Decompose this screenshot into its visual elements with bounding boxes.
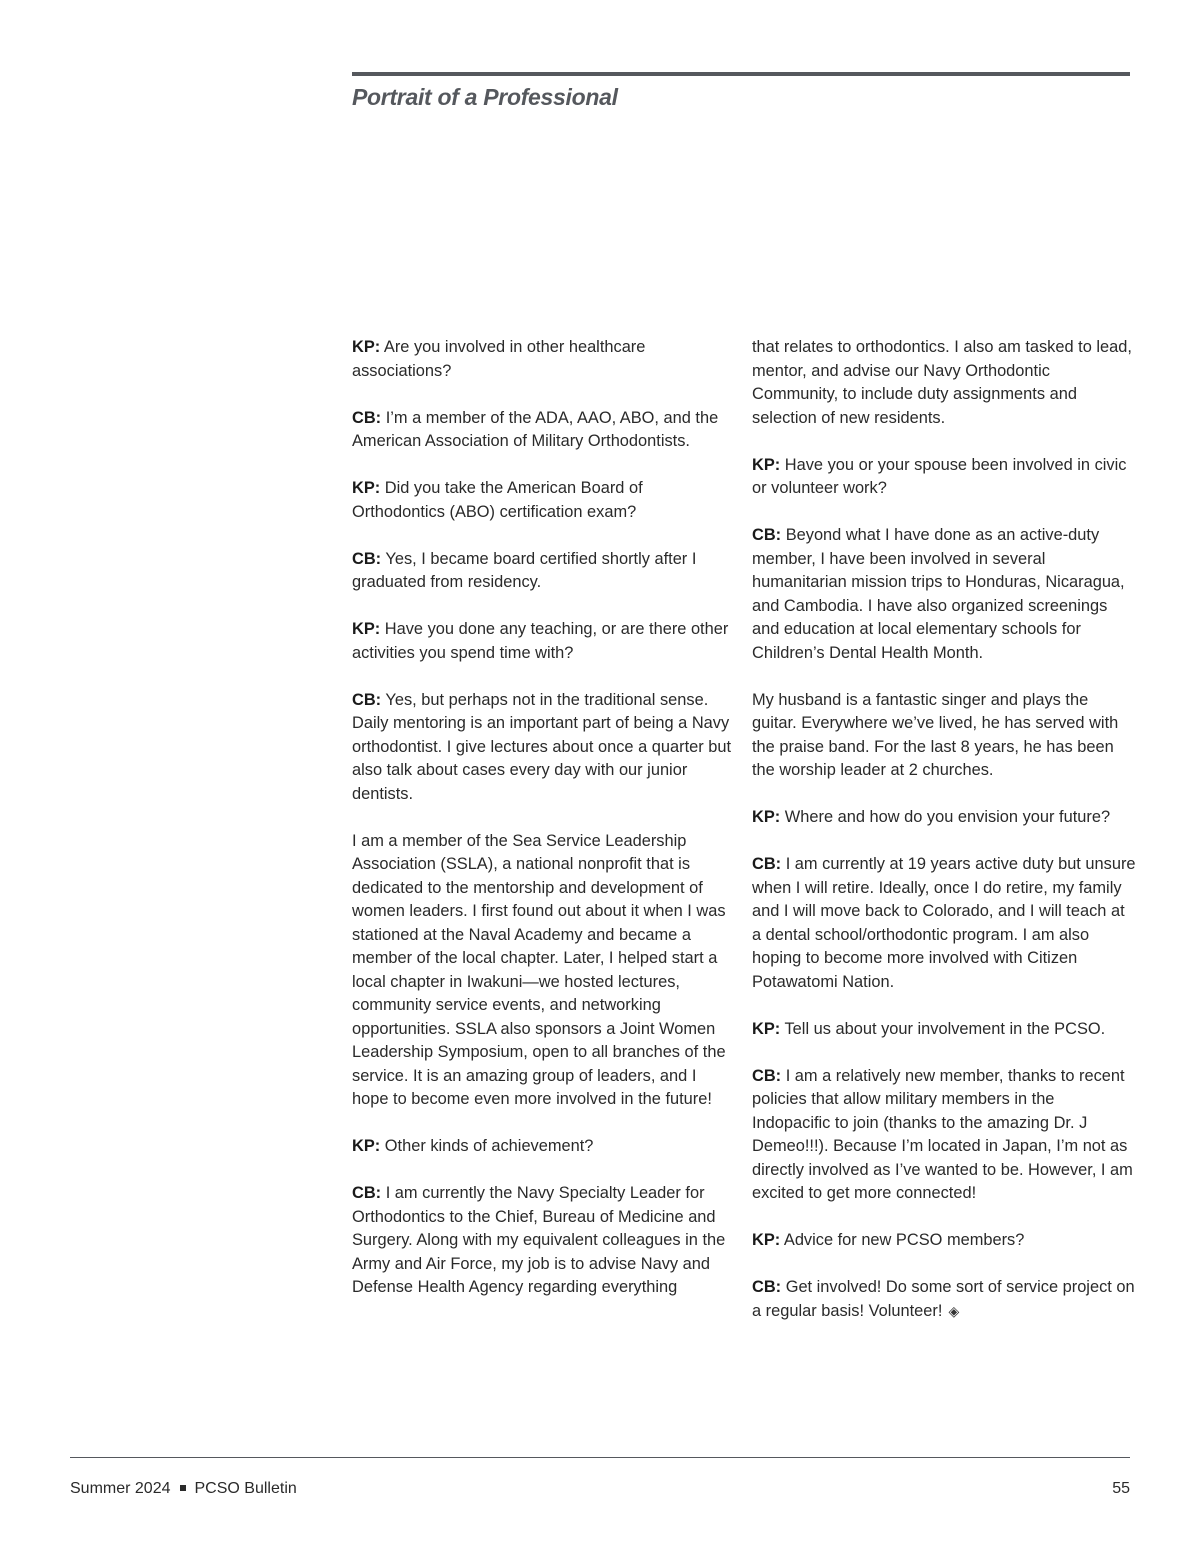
speaker-label: CB: [752, 526, 782, 544]
speaker-label: KP: [752, 455, 781, 474]
paragraph [352, 336, 736, 383]
speaker-label: CB: [352, 1184, 382, 1202]
paragraph-text: Have you done any teaching, or are there other activities you spend time with? [352, 620, 729, 662]
paragraph-text: Tell us about your involvement in the PCSO. [780, 1019, 1106, 1038]
article-column-right [752, 336, 1136, 1347]
paragraph [752, 336, 1136, 430]
paragraph [352, 1182, 736, 1300]
paragraph-text: that relates to orthodontics. I also am tasked to lead, mentor, and advise our Navy Orthodontic Community, to include duty assignments and selection of new residents. [752, 338, 1132, 427]
paragraph [352, 689, 736, 807]
paragraph [352, 548, 736, 595]
top-rule [352, 72, 1130, 76]
paragraph-text: I am a member of the Sea Service Leadership Association (SSLA), a national nonprofit that is dedicated to the mentorship and development of women leaders. I first found out about it when I was stationed at the Naval Academy and became a member of the local chapter. Later, I helped start a local chapter in Iwakuni—we hosted lectures, community service events, and networking opportunities. SSLA also sponsors a Joint Women Leadership Symposium, open to all branches of the service. It is an amazing group of leaders, and I hope to become even more involved in the future! [352, 831, 726, 1108]
paragraph-text: Where and how do you envision your future? [780, 808, 1111, 826]
paragraph [352, 830, 736, 1112]
paragraph [352, 1135, 736, 1159]
article-column-left [352, 336, 736, 1323]
paragraph-text: Are you involved in other healthcare associations? [352, 338, 646, 380]
paragraph [352, 407, 736, 454]
paragraph [752, 1018, 1136, 1042]
footer-issue [70, 1480, 297, 1498]
bullet-separator-icon [180, 1485, 186, 1491]
paragraph [752, 1276, 1136, 1323]
speaker-label: CB: [752, 1066, 782, 1085]
speaker-label: CB: [752, 1278, 782, 1296]
paragraph-text: Beyond what I have done as an active-duty member, I have been involved in several humanitarian mission trips to Honduras, Nicaragua, and Cambodia. I have also organized screenings and education at local elementary schools for Children’s Dental Health Month. [752, 526, 1125, 662]
paragraph-text: Yes, I became board certified shortly after I graduated from residency. [352, 549, 697, 591]
paragraph [752, 524, 1136, 665]
paragraph-text: My husband is a fantastic singer and plays the guitar. Everywhere we’ve lived, he has served with the praise band. For the last 8 years, he has been the worship leader at 2 churches. [752, 690, 1119, 779]
paragraph [352, 618, 736, 665]
speaker-label: CB: [352, 549, 382, 568]
speaker-label: KP: [752, 1019, 781, 1038]
paragraph-text: Have you or your spouse been involved in civic or volunteer work? [752, 455, 1127, 497]
end-mark-icon: ◈ [948, 1302, 960, 1319]
paragraph [352, 477, 736, 524]
paragraph [752, 689, 1136, 783]
section-title: Portrait of a Professional [352, 84, 618, 110]
paragraph [752, 454, 1136, 501]
bottom-rule [70, 1457, 1130, 1458]
paragraph-text: I’m a member of the ADA, AAO, ABO, and the American Association of Military Orthodontists. [352, 408, 719, 450]
paragraph-text: Other kinds of achievement? [380, 1137, 594, 1155]
speaker-label: KP: [352, 479, 381, 497]
paragraph [752, 806, 1136, 830]
speaker-label: CB: [352, 690, 382, 709]
paragraph [752, 853, 1136, 994]
speaker-label: CB: [352, 408, 382, 427]
paragraph-text: I am a relatively new member, thanks to recent policies that allow military members in the Indopacific to join (thanks to the amazing Dr. J Demeo!!!). Because I’m located in Japan, I’m not as directly involved as I’ve wanted to be. However, I am excited to get more connected! [752, 1066, 1133, 1202]
paragraph [752, 1065, 1136, 1206]
paragraph [752, 1229, 1136, 1253]
page-number: 55 [1112, 1480, 1130, 1497]
paragraph-text: Advice for new PCSO members? [780, 1231, 1025, 1249]
paragraph-text: Get involved! Do some sort of service project on a regular basis! Volunteer! [752, 1278, 1135, 1320]
paragraph-text: Did you take the American Board of Orthodontics (ABO) certification exam? [352, 479, 643, 521]
speaker-label: KP: [352, 1137, 381, 1155]
paragraph-text: I am currently at 19 years active duty but unsure when I will retire. Ideally, once I do retire, my family and I will move back to Colorado, and I will teach at a dental school/orthodontic program. I am also hoping to become more involved with Citizen Potawatomi Nation. [752, 855, 1136, 991]
speaker-label: KP: [352, 338, 381, 356]
speaker-label: KP: [752, 808, 781, 826]
issue-date: Summer 2024 [70, 1480, 171, 1497]
speaker-label: KP: [752, 1231, 781, 1249]
paragraph-text: Yes, but perhaps not in the traditional sense. Daily mentoring is an important part of being a Navy orthodontist. I give lectures about once a quarter but also talk about cases every day with our junior dentists. [352, 690, 732, 803]
speaker-label: KP: [352, 620, 381, 638]
paragraph-text: I am currently the Navy Specialty Leader for Orthodontics to the Chief, Bureau of Medicine and Surgery. Along with my equivalent colleagues in the Army and Air Force, my job is to advise Navy and Defense Health Agency regarding everything [352, 1184, 726, 1296]
speaker-label: CB: [752, 855, 782, 873]
publication-name: PCSO Bulletin [194, 1480, 297, 1497]
